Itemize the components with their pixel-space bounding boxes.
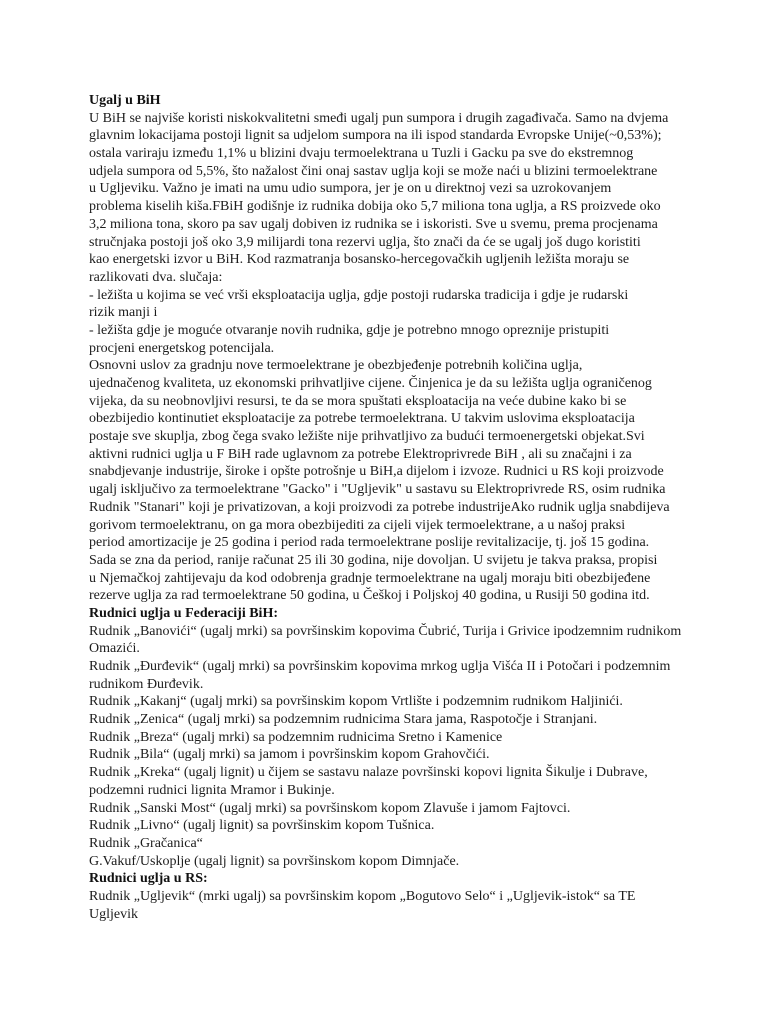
mine-entry-line: rudnikom Đurđevik.	[89, 676, 204, 692]
mine-entry-line: Ugljevik	[89, 906, 138, 922]
paragraph-line: postaje sve skuplja, zbog čega svako ležište nije prihvatljivo za budući termoenergetski objekat.Svi	[89, 429, 645, 445]
paragraph-line: ujednačenog kvaliteta, uz ekonomski prihvatljive cijene. Činjenica je da su ležišta uglja ograničenog	[89, 376, 652, 391]
paragraph-line: aktivni rudnici uglja u F BiH rade uglavnom za potrebe Elektroprivrede BiH , ali su značajni i za	[89, 446, 632, 462]
mine-entry-line: Rudnik „Gračanica“	[89, 835, 203, 851]
paragraph-line: period amortizacije je 25 godina i period rada termoelektrane poslije revitalizacije, tj. još 15 godina.	[89, 535, 650, 551]
mine-entry	[89, 835, 729, 853]
paragraph-line: Rudnik "Stanari" koji je privatizovan, a koji proizvodi za potrebe industrijeAko rudnik uglja snabdijeva	[89, 499, 670, 515]
fbih-mine-list	[89, 623, 729, 871]
mine-entry	[89, 623, 729, 658]
paragraph-line: 3,2 miliona tona, skoro pa sav ugalj dobiven iz rudnika se i iskoristi. Sve u svemu, prema procjenama	[89, 216, 658, 232]
paragraph-line: vijeka, da su neobnovljivi resursi, te da se mora spuštati eksploatacija na veće dubine kako bi se	[89, 393, 627, 409]
mine-entry-line: Rudnik „Ugljevik“ (mrki ugalj) sa površinskim kopom „Bogutovo Selo“ i „Ugljevik-istok“ sa TE	[89, 888, 636, 904]
document-body	[89, 92, 729, 923]
rs-mine-list	[89, 888, 729, 923]
mine-entry-line: Rudnik „Livno“ (ugalj lignit) sa površinskim kopom Tušnica.	[89, 818, 435, 834]
mine-entry	[89, 853, 729, 871]
mine-entry-line: Rudnik „Breza“ (ugalj mrki) sa podzemnim rudnicima Sretno i Kamenice	[89, 729, 503, 745]
mine-entry-line: Rudnik „Banovići“ (ugalj mrki) sa površinskim kopovima Čubrić, Turija i Grivice ipodzemnim rudnikom	[89, 623, 682, 639]
mine-entry	[89, 729, 729, 747]
document-title: Ugalj u BiH	[89, 93, 161, 108]
section-heading-fbih: Rudnici uglja u Federaciji BiH:	[89, 605, 278, 621]
paragraph-line: udjela sumpora od 5,5%, što nažalost čini onaj sastav uglja koji se može naći u blizini termoelektrane	[89, 163, 658, 179]
paragraph-line: glavnim lokacijama postoji lignit sa udjelom sumpora na ili ispod standarda Evropske Unije(~0,53%);	[89, 128, 662, 144]
paragraph-line: stručnjaka postoji još oko 3,9 milijardi tona rezervi uglja, što znači da će se ugalj još dugo koristiti	[89, 234, 641, 250]
paragraph-line: Sada se zna da period, ranije računat 25 ili 30 godina, nije dovoljan. U svijetu je takva praksa, propisi	[89, 552, 658, 568]
paragraph-line: u Ugljeviku. Važno je imati na umu udio sumpora, jer je on u direktnoj vezi sa uzrokovanjem	[89, 181, 612, 197]
mine-entry-line: Rudnik „Kakanj“ (ugalj mrki) sa površinskim kopom Vrtlište i podzemnim rudnikom Haljinići.	[89, 694, 623, 710]
paragraph-line: ostala variraju između 1,1% u blizini dvaju termoelektrana u Tuzli i Gacku pa sve do ekstremnog	[89, 146, 634, 162]
body-paragraph	[89, 357, 729, 605]
cases-list	[89, 287, 729, 358]
mine-entry	[89, 888, 729, 923]
mine-entry	[89, 746, 729, 764]
mine-entry-line: Rudnik „Kreka“ (ugalj lignit) u čijem se sastavu nalaze površinski kopovi lignita Šikulje i Dubrave,	[89, 765, 648, 781]
paragraph-line: problema kiselih kiša.FBiH godišnje iz rudnika dobija oko 5,7 miliona tona uglja, a RS proizvede oko	[89, 199, 661, 215]
mine-entry	[89, 658, 729, 693]
mine-entry	[89, 764, 729, 799]
list-item	[89, 287, 729, 322]
list-item-line: - ležišta gdje je moguće otvaranje novih rudnika, gdje je potrebno mnogo opreznije pristupiti	[89, 322, 610, 338]
paragraph-line: obezbijedio kontinutiet eksploatacije za potrebe termoelektrana. U takvim uslovima eksploatacija	[89, 411, 635, 427]
paragraph-line: kao energetski izvor u BiH. Kod razmatranja bosansko-hercegovačkih ugljenih ležišta moraju se	[89, 252, 630, 268]
mine-entry-line: Rudnik „Sanski Most“ (ugalj mrki) sa površinskom kopom Zlavuše i jamom Fajtovci.	[89, 800, 571, 816]
paragraph-line: ugalj isključivo za termoelektrane "Gacko" i "Ugljevik" u sastavu su Elektroprivrede RS, osim rudnika	[89, 482, 666, 498]
paragraph-line: gorivom termoelektranu, on ga mora obezbijediti za cijeli vijek termoelektrane, a u našoj praksi	[89, 517, 626, 533]
paragraph-line: U BiH se najviše koristi niskokvalitetni smeđi ugalj pun sumpora i drugih zagađivača. Samo na dvjema	[89, 110, 669, 126]
intro-paragraph	[89, 110, 729, 287]
list-item-line: procjeni energetskog potencijala.	[89, 340, 275, 356]
list-item-line: - ležišta u kojima se već vrši eksploatacija uglja, gdje postoji rudarska tradicija i gdje je rudarski	[89, 287, 629, 303]
mine-entry-line: Omazići.	[89, 641, 140, 657]
mine-entry	[89, 800, 729, 818]
paragraph-line: snabdjevanje industrije, široke i opšte potrošnje u BiH,a dijelom i izvoze. Rudnici u RS koji proizvode	[89, 464, 664, 480]
paragraph-line: u Njemačkoj zahtijevaju da kod odobrenja gradnje termoelektrane na ugalj moraju biti obezbijeđene	[89, 570, 651, 586]
list-item	[89, 322, 729, 357]
mine-entry-line: Rudnik „Bila“ (ugalj mrki) sa jamom i površinskim kopom Grahovčići.	[89, 747, 490, 763]
mine-entry-line: Rudnik „Zenica“ (ugalj mrki) sa podzemnim rudnicima Stara jama, Raspotočje i Stranjani.	[89, 712, 598, 728]
mine-entry	[89, 693, 729, 711]
mine-entry	[89, 711, 729, 729]
list-item-line: rizik manji i	[89, 305, 158, 321]
mine-entry-line: Rudnik „Đurđevik“ (ugalj mrki) sa površinskim kopovima mrkog uglja Višća II i Potočari i podzemnim	[89, 659, 671, 674]
paragraph-line: rezerve uglja za rad termoelektrane 50 godina, u Češkoj i Poljskoj 40 godina, u Rusiji 50 godina itd.	[89, 588, 650, 604]
paragraph-line: Osnovni uslov za gradnju nove termoelektrane je obezbjeđenje potrebnih količina uglja,	[89, 358, 583, 374]
paragraph-line: razlikovati dva. slučaja:	[89, 269, 223, 285]
mine-entry	[89, 817, 729, 835]
mine-entry-line: podzemni rudnici lignita Mramor i Bukinje.	[89, 782, 335, 798]
mine-entry-line: G.Vakuf/Uskoplje (ugalj lignit) sa površinskom kopom Dimnjače.	[89, 853, 460, 869]
section-heading-rs: Rudnici uglja u RS:	[89, 871, 208, 887]
